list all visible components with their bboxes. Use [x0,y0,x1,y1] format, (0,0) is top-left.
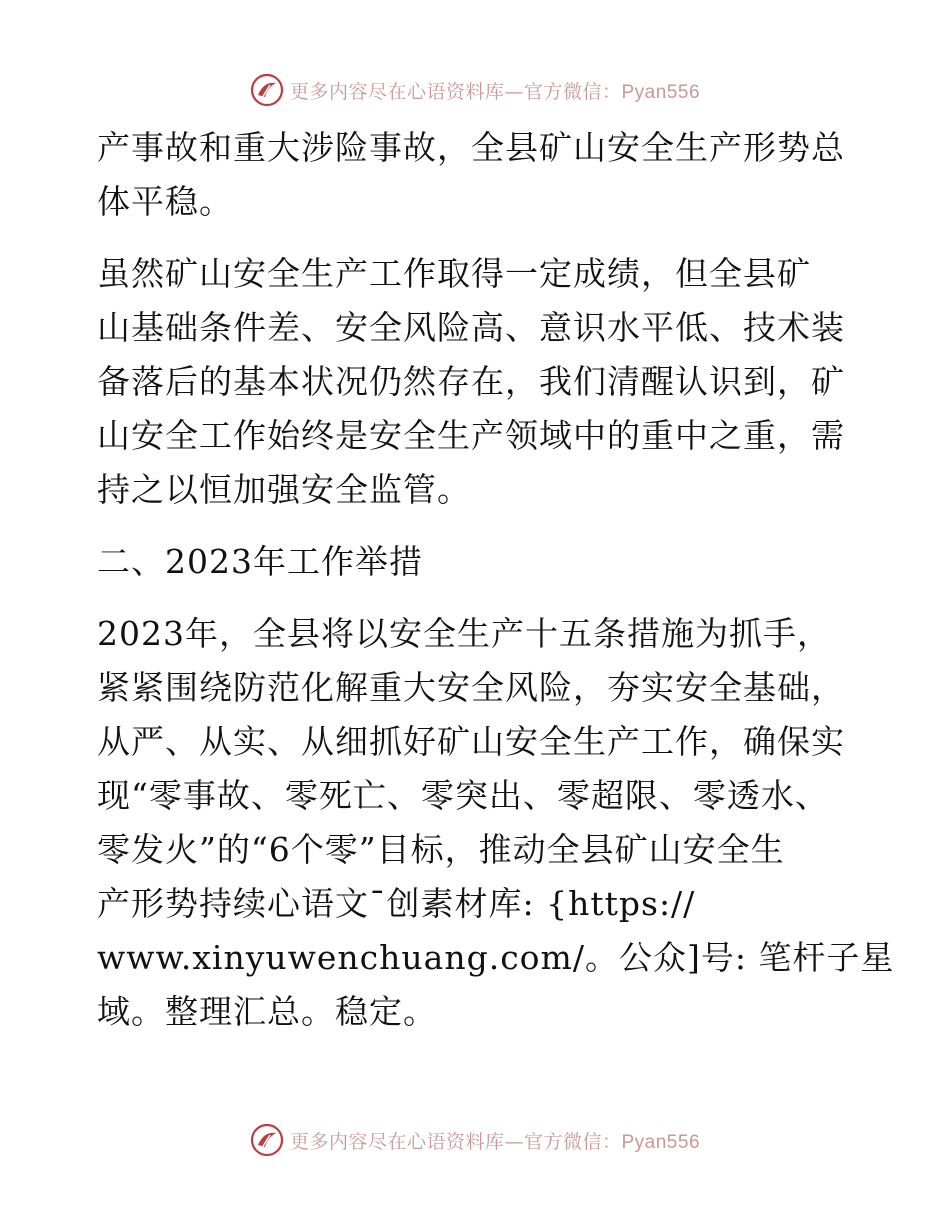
text-line: 2023年，全县将以安全生产十五条措施为抓手， [97,614,831,653]
footer-banner [0,1118,950,1162]
paragraph [97,535,857,589]
banner-text: 更多内容尽在心语资料库—官方微信：Pyan556 [289,1130,701,1153]
paragraph [97,607,895,1039]
text-line: 持之以恒加强安全监管。 [97,470,471,509]
header-banner [0,68,950,112]
text-line: 零发火”的“6个零”目标，推动全县矿山安全生 [97,830,785,869]
text-line: 现“零事故、零死亡、零突出、零超限、零透水、 [97,776,829,815]
text-line: 体平稳。 [97,182,233,221]
paragraph [97,247,857,517]
text-line: 山安全工作始终是安全生产领域中的重中之重，需 [97,416,845,455]
paragraph [97,121,857,229]
wechat-id: Pyan556 [621,81,701,103]
text-line: 山基础条件差、安全风险高、意识水平低、技术装 [97,308,845,347]
banner-text: 更多内容尽在心语资料库—官方微信：Pyan556 [289,80,701,103]
text-line: 备落后的基本状况仍然存在，我们清醒认识到，矿 [97,362,845,401]
text-line: 域。整理汇总。稳定。 [97,992,437,1031]
ribbon-logo-icon [250,73,284,107]
text-line: 虽然矿山安全生产工作取得一定成绩，但全县矿 [97,254,811,293]
text-line: 产形势持续心语文¯创素材库: {https:// [97,884,696,923]
wechat-id: Pyan556 [621,1131,701,1153]
text-line: 二、2023年工作举措 [97,542,423,581]
ribbon-logo-icon [250,1123,284,1157]
text-line: 从严、从实、从细抓好矿山安全生产工作，确保实 [97,722,845,761]
text-line: 产事故和重大涉险事故，全县矿山安全生产形势总 [97,128,845,167]
text-line: 紧紧围绕防范化解重大安全风险，夯实安全基础， [97,668,845,707]
text-line: www.xinyuwenchuang.com/。公众]号: 笔杆子星 [97,938,895,977]
document-body [97,121,895,1057]
